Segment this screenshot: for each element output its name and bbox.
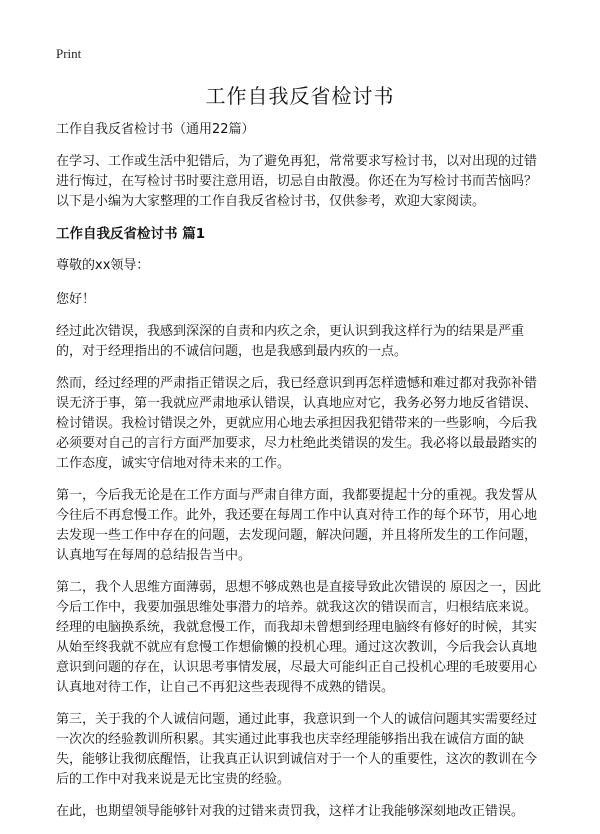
body-paragraph-5: 第三，关于我的个人诚信问题，通过此事，我意识到一个人的诚信问题其实需要经过一次次的经验教训所积累。其实通过此事我也庆幸经理能够指出我在诚信方面的缺失，能够让我彻底醒悟，让我真正认识到诚信对于一个人的重要性，这次的教训在今后的工作中对我来说是无比宝贵的经验。 (56, 712, 538, 787)
body-paragraph-4: 第二，我个人思维方面薄弱，思想不够成熟也是直接导致此次错误的 原因之一，因此今后工作中，我要加强思维处事潜力的培养。就我这次的错误而言，归根结底来说。经理的电脑换系统，我就怠慢工作，而我却未曾想到经理电脑终有修好的时候，其实从始至终我就不就应有怠慢工作想偷懒的投机心理。通过这次教训，今后我会认真地意识到问题的存在，认识思考事情发展，尽最大可能纠正自己投机心理的毛玻要用心认真地对待工作，让自己不再犯这些表现得不成熟的错误。 (56, 580, 542, 695)
body-paragraph-6: 在此，也期望领导能够针对我的过错来责罚我，这样才让我能够深刻地改正错误。 (56, 804, 525, 819)
section-heading: 工作自我反省检讨书 篇1 (56, 226, 206, 242)
document-subtitle: 工作自我反省检讨书（通用22篇） (56, 122, 255, 137)
body-paragraph-3: 第一，今后我无论是在工作方面与严肃自律方面，我都要提起十分的重视。我发誓从今往后不再怠慢工作。此外，我还要在每周工作中认真对待工作的每个环节，用心地去发现一些工作中存在的问题，去发现问题，解决问题，并且将所发生的工作问题，认真地写在每周的总结报告当中。 (56, 488, 538, 563)
document-body (56, 120, 548, 834)
body-paragraph-1: 经过此次错误，我感到深深的自责和内疚之余，更认识到我这样行为的结果是严重的，对于经理指出的不诚信问题，也是我感到最内疚的一点。 (56, 324, 525, 359)
page-title: 工作自我反省检讨书 (205, 84, 395, 108)
greeting: 您好！ (56, 292, 96, 307)
intro-paragraph: 在学习、工作或生活中犯错后，为了避免再犯，常常要求写检讨书，以对出现的过错进行悔过，在写检讨书时要注意用语，切忌自由散漫。你还在为写检讨书而苦恼吗？以下是小编为大家整理的工作自我反省检讨书，仅供参考，欢迎大家阅读。 (56, 154, 538, 209)
body-paragraph-2: 然而，经过经理的严肃指正错误之后，我已经意识到再怎样遗憾和难过都对我弥补错误无济于事，第一我就应严肃地承认错误，认真地应对它，我务必努力地反省错误、检讨错误。我检讨错误之外，更就应用心地去承担因我犯错带来的一些影响，今后我必须要对自己的言行方面严加要求，尽力杜绝此类错误的发生。我必将以最最踏实的工作态度，诚实守信地对待未来的工作。 (56, 376, 538, 471)
print-link[interactable]: Print (56, 46, 82, 61)
salutation: 尊敬的xx领导： (56, 258, 150, 273)
